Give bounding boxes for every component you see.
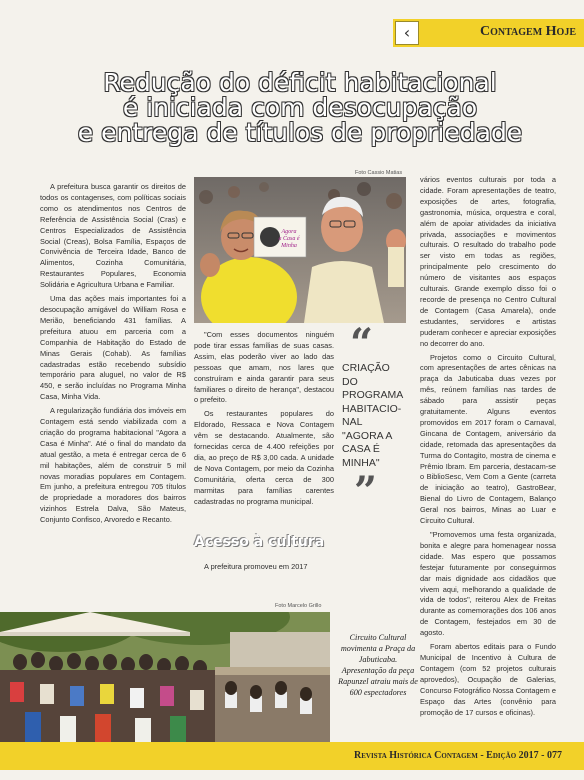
paragraph: A prefeitura promoveu em 2017: [204, 562, 308, 571]
paragraph: Os restaurantes populares do Eldorado, Ressaca e Nova Contagem vêm se destacando. Atualmente, são fornecidas cerca de 4.400 refeições por dia, ao preço de R$ 3,00 cada. A unidade de Nova Contagem, por meio da Cozinha Comunitária, oferta cerca de 300 marmitas para famílias carentes cadastradas no programa municipal.: [194, 409, 334, 506]
close-quote-icon: ”: [354, 468, 378, 515]
paragraph: Uma das ações mais importantes foi a desocupação amigável do William Rosa e Merião, beneficiando 431 famílias. A prefeitura atuou em parceria com a Companhia de Habitação do Estado de Minas Gerais (Cohab). As famílias cadastradas estão recebendo subsídio temporário para aluguel, no valor de R$ 450, e serão incluídas no Programa Minha Casa, Minha Vida.: [40, 294, 186, 402]
footer-text: Revista Histórica Contagem - Edição 2017 - 077: [354, 750, 562, 761]
photo-cultural-event-crowd: [0, 612, 330, 742]
page-title: [40, 70, 560, 145]
pull-quote: CRIAÇÃO DO PROGRAMA HABITACIO-NAL "AGORA A CASA É MINHA": [342, 362, 403, 469]
paragraph: "Promovemos uma festa organizada, bonita e alegre para homenagear nossa cidade. Mas espero que possamos festejar futuramente por conseguirmos dar mais dignidade aos cidadãos que vivem aqui, melhorando a qualidade de vida de todos", reiterou Alex de Freitas durante as comemorações dos 106 anos de Contagem, festejados em 30 de agosto.: [420, 530, 556, 638]
section-subheading: Acesso à cultura: [194, 534, 325, 550]
paragraph: vários eventos culturais por toda a cidade. Foram apresentações de teatro, exposições de artes, fotografia, gastronomia, música, orquestra e coral, além de apoiar atividades da iniciativa privada, associações e movimentos culturais. O resultado do trabalho pode ser visto em todas as regiões, principalmente pelo crescimento do número de visitantes aos espaços culturais. Grande exemplo disso foi o recorde de presença no Centro Cultural de Contagem (Casa Amarela), onde estudantes, servidores e artistas puderam conhecer e apreciar exposições no decorrer do ano.: [420, 175, 556, 348]
paragraph: A prefeitura busca garantir os direitos de todos os contagenses, com políticas sociais como os atendimentos nos Centros de Referência de Assistência Social (Cras) e Centros Especializados de Assistência Social (Creas), Bolsa Família, Espaços de Convivência de Terceira Idade, Banco de Alimentos, Cozinha Comunitária, Restaurantes Populares, Economia Solidária e Agricultura Urbana e Familiar.: [40, 182, 186, 290]
title-line-2: é iniciada com desocupação: [122, 93, 478, 122]
paragraph: "Com esses documentos ninguém pode tirar essas famílias de suas casas. Assim, elas poderão viver ao lado das pessoas que amam, nos lares que construíram e ainda garantir para seus familiares o direito de herança", destacou o prefeito.: [194, 330, 334, 405]
section-title: Contagem Hoje: [480, 24, 576, 39]
photo-caption: Circuito Cultural movimenta a Praça da Jabuticaba. Apresentação da peça Rapunzel atraiu mais de 600 espectadores: [338, 633, 418, 697]
paragraph: Projetos como o Circuito Cultural, com apresentações de artes cênicas na praça da Jabuticaba duas vezes por mês, reúnem famílias nas tardes de sábado para assistir peças gratuitamente. Alguns eventos promovidos em 2017 foram o Carnaval, Gincana de Contagem, aniversário da cidade, retomada das apresentações da Turma do Contagito, mostra de cinema e Prêmio Ibram. Em parceria, destacam-se o BiblioSesc, Vem Com a Gente (carreta de iniciação ao teatro), GastroBear, Bienal do Livro de Contagem, Balanço Geral nos bairros, Minas ao Luar e Circuito Cultural.: [420, 352, 556, 526]
chevron-left-icon[interactable]: ‹: [395, 21, 419, 45]
article-column-1: [40, 182, 186, 529]
open-quote-icon: “: [350, 320, 374, 367]
photo-couple-illustration: [194, 177, 406, 323]
article-column-2: [194, 330, 334, 511]
photo-credit: Foto Cassio Matias: [355, 170, 403, 176]
title-line-1: Redução do déficit habitacional: [103, 68, 497, 97]
photo-credit: Foto Marcelo Grillo: [275, 603, 322, 609]
article-column-3: [420, 175, 556, 721]
certificate-text: a Casa é: [278, 236, 300, 242]
paragraph: A regularização fundiária dos imóveis em Contagem está sendo viabilizada com a criação do programa habitacional "Agora a Casa é Minha". Até o final do mandato da atual gestão, a meta é entregar cerca de 6 mil habitações, além de construir 5 mil novas moradias populares em Contagem. Em junho, a prefeitura entregou 705 títulos de propriedade a moradores dos bairros vizinhos Estrela Dalva, São Mateus, Conjunto Confisco, Arvoredo e Recanto.: [40, 406, 186, 525]
certificate-text: Agora: [281, 229, 297, 235]
title-line-3: e entrega de títulos de propriedade: [77, 118, 523, 147]
photo-couple-with-title: [194, 177, 406, 323]
article-column-2-end: [194, 562, 334, 576]
paragraph: Foram abertos editais para o Fundo Municipal de Incentivo à Cultura de Contagem (com 52 projetos culturais aprovedos), Ocupação de Galerias, Concurso Fotográfico Nossa Contagem e Espaço das Artes (convênio para promoção de 17 cursos e oficinas).: [420, 642, 556, 717]
crowd-illustration: [0, 612, 330, 742]
certificate-text: Minha: [281, 243, 297, 249]
